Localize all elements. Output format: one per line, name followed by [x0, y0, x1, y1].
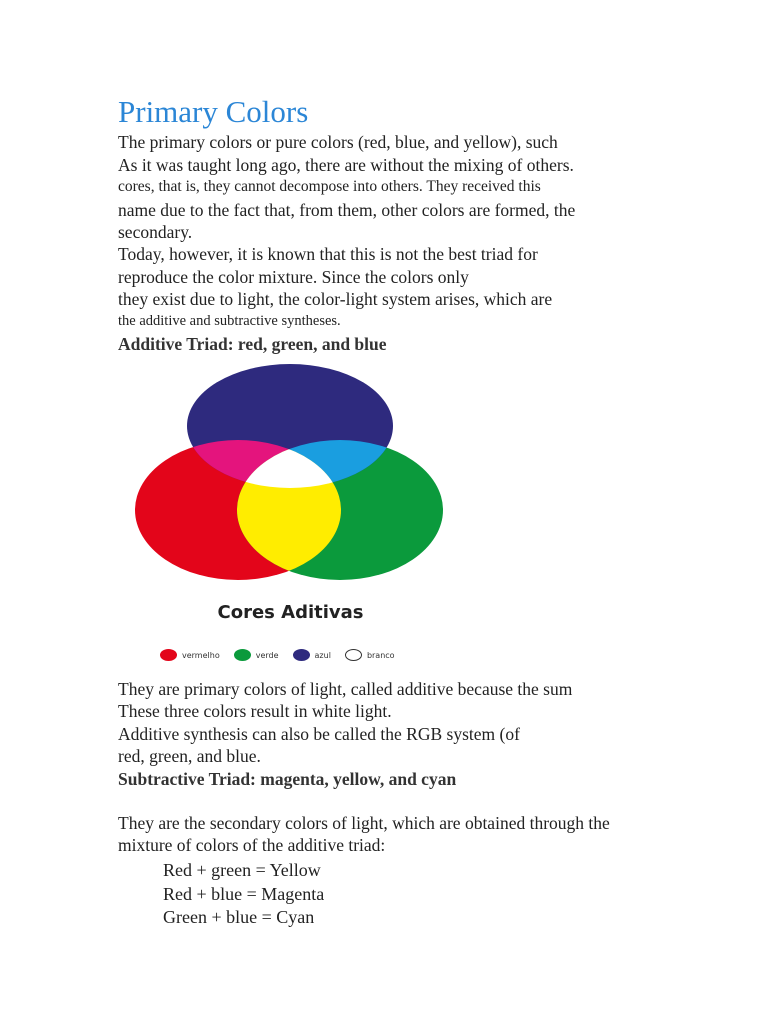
intro-line: the additive and subtractive syntheses.	[118, 313, 341, 329]
additive-line: red, green, and blue.	[118, 746, 261, 766]
blue-swatch-icon	[293, 649, 310, 661]
additive-heading: Additive Triad: red, green, and blue	[118, 334, 387, 354]
legend-item-blue	[293, 649, 331, 661]
legend-item-red	[160, 649, 220, 661]
mix-item: Red + green = Yellow	[163, 860, 321, 880]
legend-label: azul	[314, 650, 331, 660]
subtractive-line: They are the secondary colors of light, which are obtained through the	[118, 813, 610, 833]
red-swatch-icon	[160, 649, 177, 661]
page-title: Primary Colors	[118, 94, 309, 129]
figure-legend	[160, 646, 403, 664]
additive-color-diagram	[128, 362, 458, 672]
figure-title: Cores Aditivas	[217, 602, 364, 623]
legend-label: verde	[255, 650, 279, 660]
additive-line: They are primary colors of light, called additive because the sum	[118, 679, 573, 699]
legend-item-green	[234, 649, 279, 661]
legend-item-white	[345, 649, 395, 661]
additive-line: Additive synthesis can also be called the RGB system (of	[118, 724, 520, 744]
legend-label: vermelho	[182, 650, 220, 660]
legend-label: branco	[366, 650, 395, 660]
intro-line: reproduce the color mixture. Since the colors only	[118, 267, 469, 287]
intro-line: The primary colors or pure colors (red, blue, and yellow), such	[118, 132, 558, 152]
mix-item: Green + blue = Cyan	[163, 907, 315, 927]
green-swatch-icon	[234, 649, 251, 661]
intro-line: Today, however, it is known that this is not the best triad for	[118, 244, 538, 264]
white-swatch-icon	[345, 649, 362, 661]
intro-line: cores, that is, they cannot decompose into others. They received this	[118, 178, 541, 195]
intro-line: secondary.	[118, 222, 193, 242]
subtractive-heading: Subtractive Triad: magenta, yellow, and cyan	[118, 769, 457, 789]
intro-line: As it was taught long ago, there are without the mixing of others.	[118, 155, 574, 175]
mix-item: Red + blue = Magenta	[163, 884, 325, 904]
intro-line: name due to the fact that, from them, other colors are formed, the	[118, 200, 576, 220]
venn-diagram	[128, 362, 458, 592]
subtractive-line: mixture of colors of the additive triad:	[118, 835, 386, 855]
intro-line: they exist due to light, the color-light system arises, which are	[118, 289, 553, 309]
additive-line: These three colors result in white light.	[118, 701, 392, 721]
